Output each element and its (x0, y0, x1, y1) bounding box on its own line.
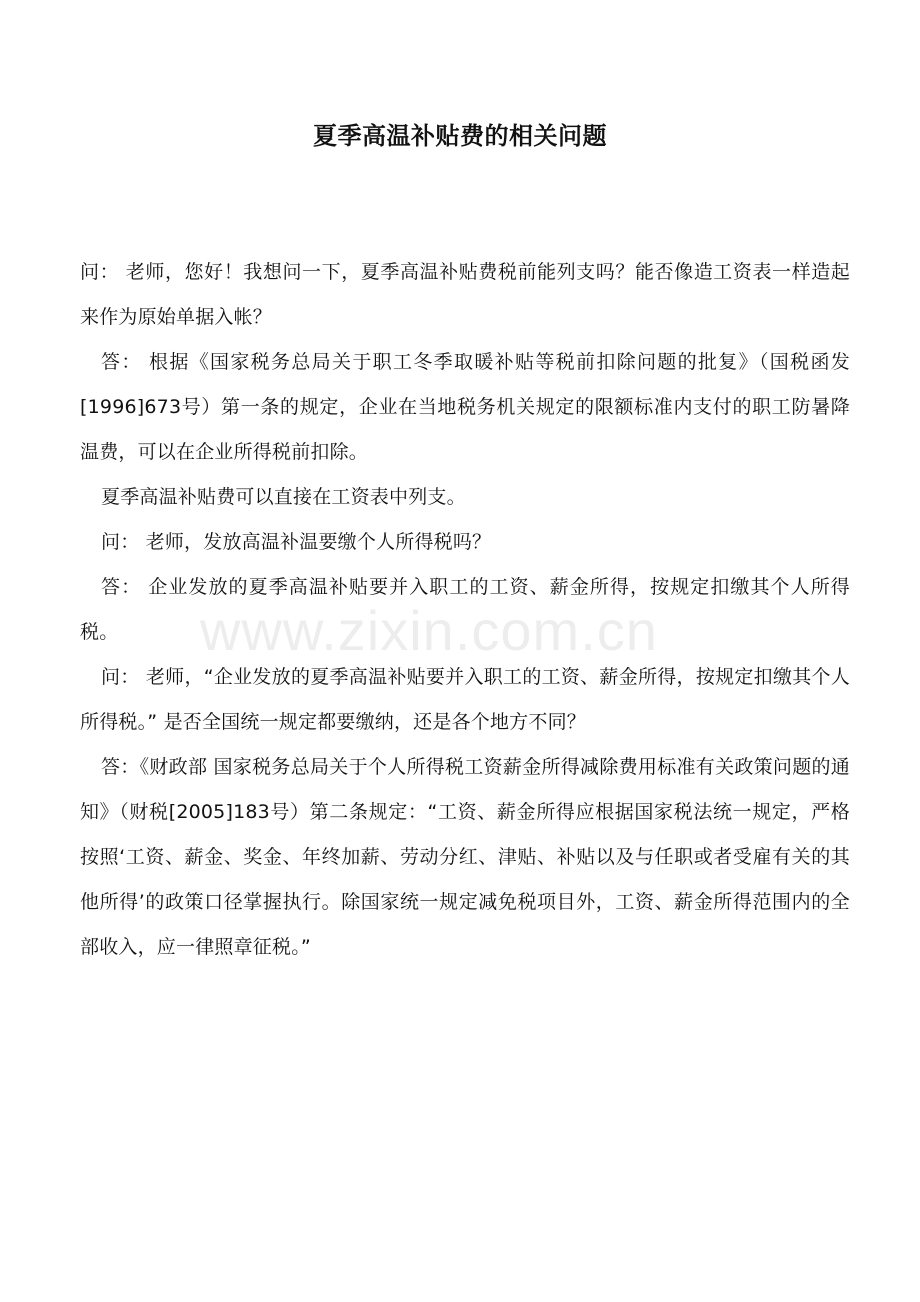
paragraph-question-3: 问： 老师，“企业发放的夏季高温补贴要并入职工的工资、薪金所得，按规定扣缴其个人所得税。” 是否全国统一规定都要缴纳，还是各个地方不同？ (80, 666, 850, 733)
paragraph-answer-1: 答： 根据《国家税务总局关于职工冬季取暖补贴等税前扣除问题的批复》（国税函发[1996]673号）第一条的规定，企业在当地税务机关规定的限额标准内支付的职工防暑降温费，可以在企业所得税前扣除。 (80, 351, 850, 463)
paragraph-question-2: 问： 老师，发放高温补温要缴个人所得税吗？ (101, 531, 492, 553)
watermark: www.zixin.com.cn (200, 599, 658, 662)
paragraph-answer-2: 答： 企业发放的夏季高温补贴要并入职工的工资、薪金所得，按规定扣缴其个人所得税。 (80, 576, 850, 643)
document-body (80, 250, 850, 970)
document-title: 夏季高温补贴费的相关问题 (313, 122, 607, 150)
paragraph-answer-3: 答：《财政部 国家税务总局关于个人所得税工资薪金所得减除费用标准有关政策问题的通知》（财税[2005]183号）第二条规定：“工资、薪金所得应根据国家税法统一规定，严格按照‘工资、薪金、奖金、年终加薪、劳动分红、津贴、补贴以及与任职或者受雇有关的其他所得’的政策口径掌握执行。除国家统一规定减免税项目外，工资、薪金所得范围内的全部收入，应一律照章征税。” (80, 756, 850, 958)
paragraph-note: 夏季高温补贴费可以直接在工资表中列支。 (101, 486, 466, 508)
paragraph-question-1: 问： 老师，您好！我想问一下，夏季高温补贴费税前能列支吗？能否像造工资表一样造起来作为原始单据入帐？ (80, 261, 850, 328)
